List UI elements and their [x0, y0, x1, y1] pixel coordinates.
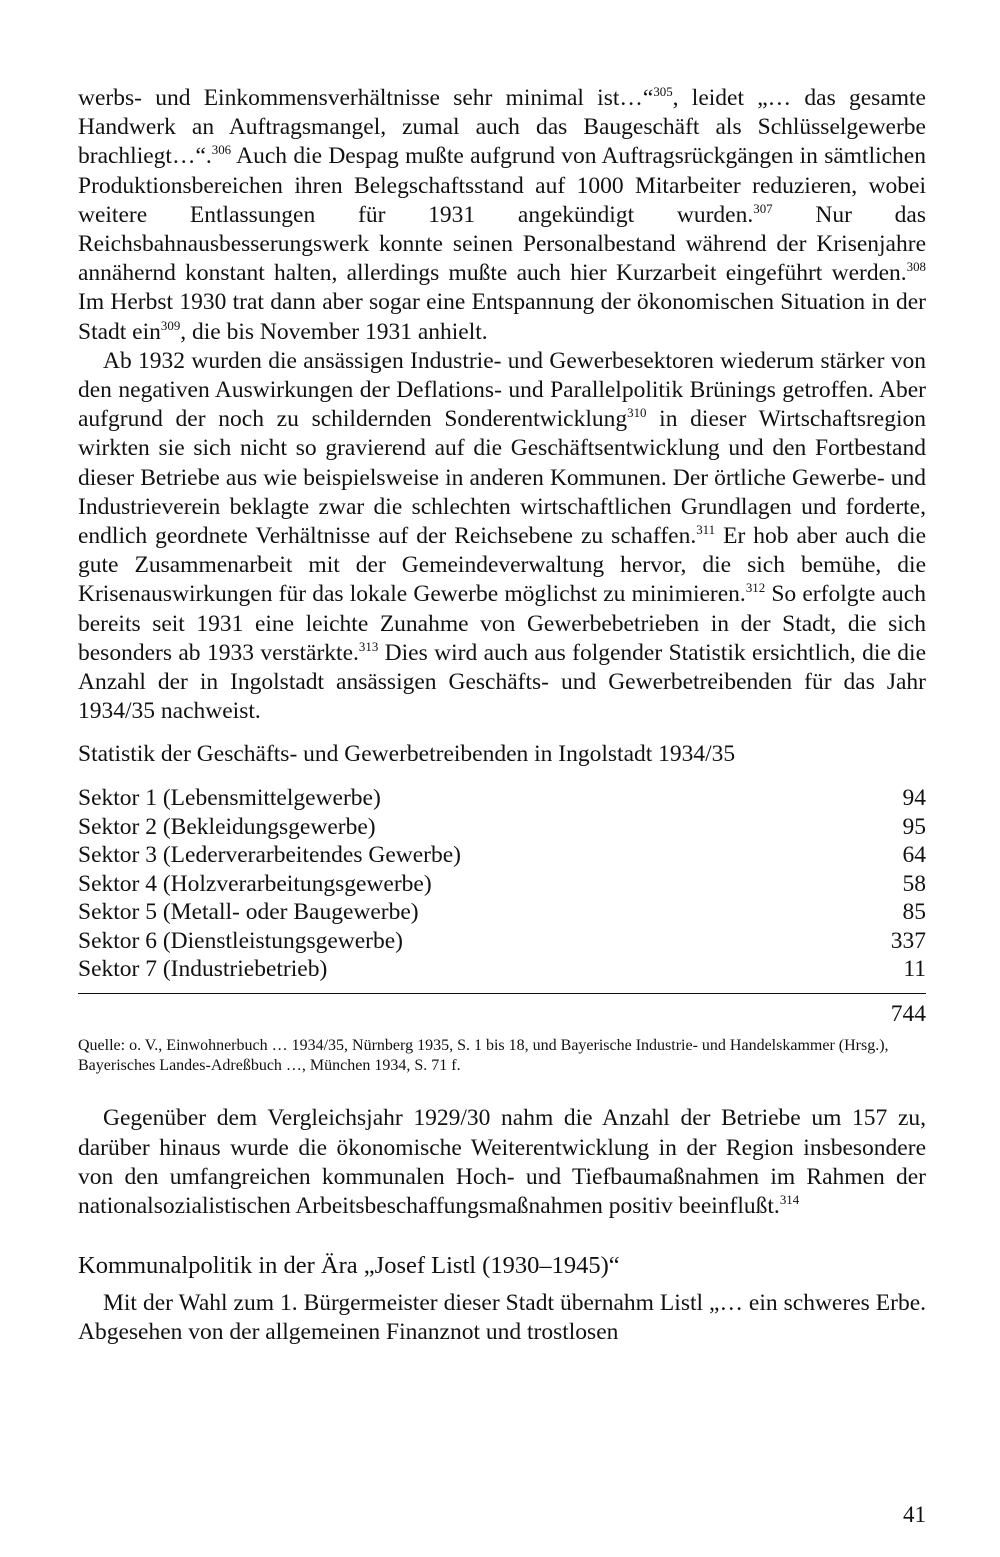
spacer: [78, 1076, 926, 1104]
table-row: [78, 955, 926, 983]
text-run: Gegenüber dem Vergleichsjahr 1929/30 nahm die Anzahl der Betriebe um 157 zu, darüber hinaus wurde die ökonomische Weiterentwicklung in der Region insbesondere von den umfangreichen kommunalen Hoch- und Tiefbaumaßnahmen im Rahmen der nationalsozialistischen Arbeitsbeschaffungsmaßnahmen positiv beeinflußt.: [78, 1105, 926, 1219]
source-note: Quelle: o. V., Einwohnerbuch … 1934/35, Nürnberg 1935, S. 1 bis 18, und Bayerische Industrie- und Handelskammer (Hrsg.), Bayerisches Landes-Adreßbuch …, München 1934, S. 71 f.: [78, 1037, 889, 1075]
total-row: [78, 1000, 926, 1028]
text-run: Mit der Wahl zum 1. Bürgermeister dieser Stadt übernahm Listl „… ein schweres Erbe. Abgesehen von der allgemeinen Finanznot und trostlosen: [78, 1290, 926, 1346]
text-run: in dieser Wirtschaftsregion wirkten sie sich nicht so gravierend auf die Geschäftsentwicklung und den Fortbestand dieser Betriebe aus wie beispielsweise in anderen Kommunen. Der örtliche Gewerbe- und Industrieverein beklagte zwar die schlechten wirtschaftlichen Grundlagen und forderte, endlich geordnete Verhältnisse auf der Reichsebene zu schaffen.: [78, 406, 926, 550]
section-heading: Kommunalpolitik in der Ära „Josef Listl (1930–1945)“: [78, 1252, 620, 1280]
sector-label: Sektor 2 (Bekleidungsgewerbe): [78, 813, 376, 840]
footnote-ref: 305: [653, 84, 673, 100]
text-run: Nur das Reichsbahnausbesserungswerk konnte seinen Personalbestand während der Krisenjahre annähernd konstant halten, allerdings mußte auch hier Kurzarbeit eingeführt werden.: [78, 201, 927, 287]
text-run: Im Herbst 1930 trat dann aber sogar eine Entspannung der ökonomischen Situation in der Stadt ein: [78, 289, 926, 345]
table-row: [78, 784, 926, 812]
text-run: So erfolgte auch bereits seit 1931 eine leichte Zunahme von Gewerbebetrieben in der Stadt, die sich besonders ab 1933 verstärkte.: [78, 581, 926, 666]
footnote-ref: 311: [696, 522, 716, 538]
sector-count: 11: [903, 955, 926, 982]
footnote-ref: 314: [779, 1192, 800, 1208]
table-row: [78, 927, 926, 955]
table-row: [78, 813, 926, 841]
sector-label: Sektor 1 (Lebensmittelgewerbe): [78, 785, 381, 812]
sum-divider: [78, 993, 926, 994]
footnote-ref: 313: [358, 639, 379, 655]
sector-count: 94: [902, 785, 926, 812]
text-run: Dies wird auch aus folgender Statistik ersichtlich, die die Anzahl der in Ingolstadt ansässigen Geschäfts- und Gewerbetreibenden für das Jahr 1934/35 nachweist.: [78, 639, 927, 725]
text-run: Auch die Despag mußte aufgrund von Auftragsrückgängen in sämtlichen Produktionsbereichen ihren Belegschaftsstand auf 1000 Mitarbeiter reduzieren, wobei weitere Entlassungen für 1931 angekündigt wurden.: [78, 143, 926, 228]
paragraph-2: [78, 347, 926, 727]
footnote-ref: 309: [160, 317, 181, 333]
footnote-ref: 307: [753, 200, 773, 216]
table-row: [78, 898, 926, 926]
table-row: [78, 841, 926, 869]
table-row: [78, 870, 926, 898]
statistics-title: Statistik der Geschäfts- und Gewerbetreibenden in Ingolstadt 1934/35: [78, 741, 736, 768]
sector-count: 337: [890, 927, 926, 954]
statistics-table: [78, 784, 926, 1028]
footnote-ref: 312: [745, 580, 766, 596]
sector-count: 85: [902, 899, 926, 926]
text-run: , die bis November 1931 anhielt.: [180, 318, 488, 345]
text-run: , leidet „… das gesamte Handwerk an Auftragsmangel, zumal auch das Baugeschäft als Schlüsselgewerbe brachliegt…“.: [78, 85, 926, 170]
text-run: Ab 1932 wurden die ansässigen Industrie- und Gewerbesektoren wiederum stärker von den negativen Auswirkungen der Deflations- und Parallelpolitik Brünings getroffen. Aber aufgrund der noch zu schildernden Sonderentwicklung: [78, 347, 926, 433]
page-number: 41: [903, 1502, 926, 1527]
sector-count: 95: [902, 813, 926, 840]
paragraph-4: [78, 1289, 926, 1347]
footnote-ref: 306: [211, 142, 232, 158]
sector-label: Sektor 4 (Holzverarbeitungsgewerbe): [78, 870, 432, 897]
text-run: werbs- und Einkommensverhältnisse sehr minimal ist…“: [78, 85, 654, 111]
sector-label: Sektor 3 (Lederverarbeitendes Gewerbe): [78, 842, 461, 869]
sector-label: Sektor 7 (Industriebetrieb): [78, 955, 328, 982]
sector-label: Sektor 5 (Metall- oder Baugewerbe): [78, 899, 419, 926]
footnote-ref: 308: [906, 259, 926, 275]
sector-count: 64: [902, 842, 926, 869]
sector-label: Sektor 6 (Dienstleistungsgewerbe): [78, 927, 404, 954]
paragraph-1: [78, 84, 926, 347]
paragraph-3: [78, 1104, 926, 1221]
page-body: [78, 84, 926, 1348]
sector-count: 58: [902, 870, 926, 897]
total-count: 744: [890, 1001, 926, 1028]
footnote-ref: 310: [627, 405, 647, 421]
text-run: Er hob aber auch die gute Zusammenarbeit mit der Gemeindeverwaltung hervor, die sich bemühe, die Krisenauswirkungen für das lokale Gewerbe möglichst zu minimieren.: [78, 523, 927, 608]
